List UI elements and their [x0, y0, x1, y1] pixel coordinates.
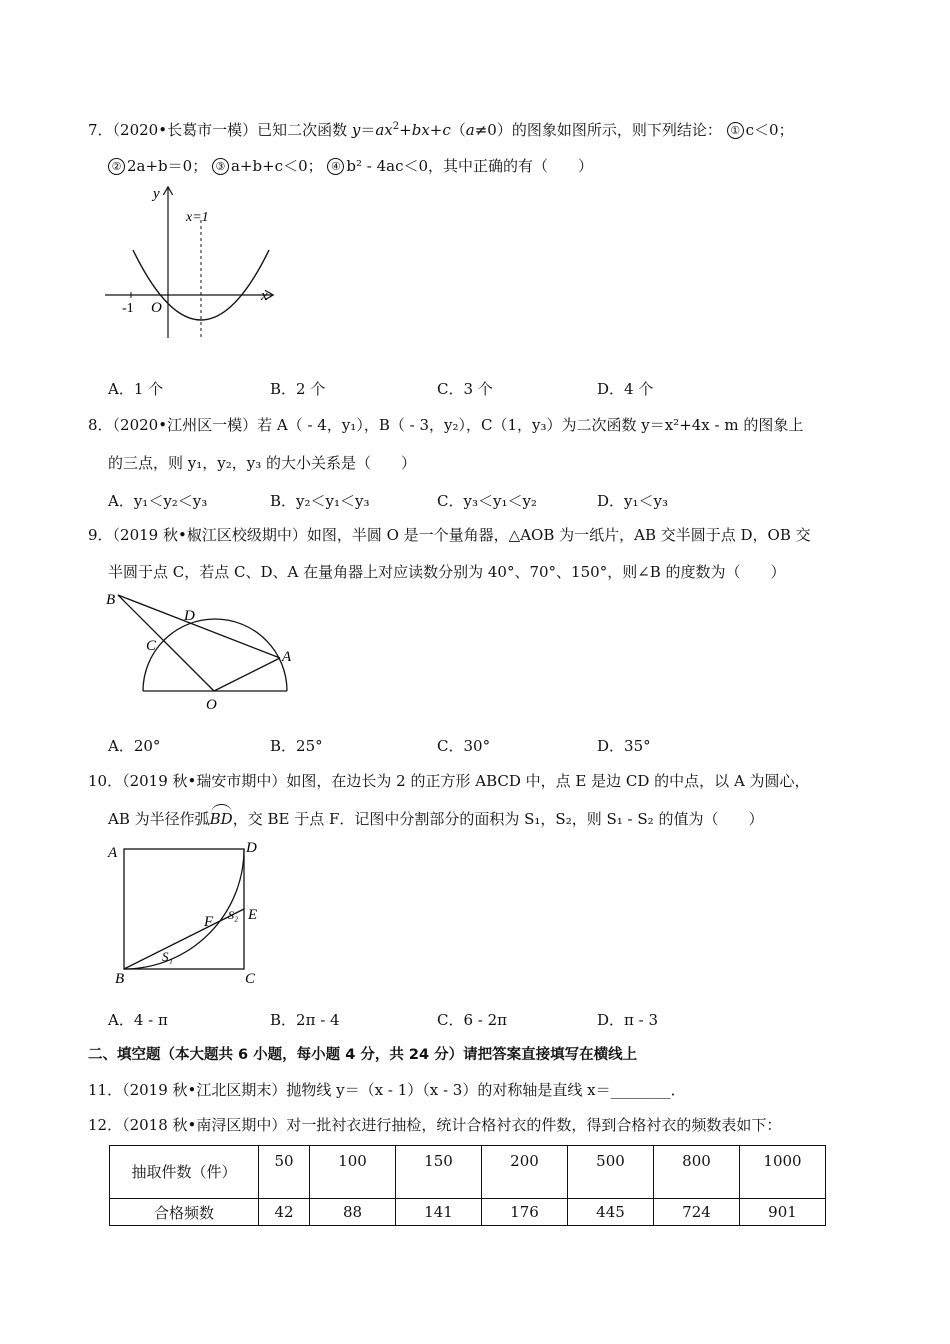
q7-line2	[108, 156, 593, 176]
q7-label-x: x	[261, 288, 268, 304]
q10-square-figure	[100, 835, 270, 995]
q11-text: 抛物线 y＝（x - 1）（x - 3）的对称轴是直线 x＝________．	[286, 1081, 686, 1099]
q10-label-f: F	[204, 914, 214, 930]
q10-label-a: A	[108, 845, 118, 861]
q7-stmt-4: b² - 4ac＜0，其中正确的有（ ）	[346, 157, 594, 175]
q8-option-d[interactable]: D．y₁＜y₃	[597, 492, 669, 510]
q9-semicircle	[143, 619, 287, 691]
q10-label-d: D	[246, 840, 257, 856]
q10-option-b[interactable]: B．2π - 4	[270, 1011, 340, 1029]
table-row	[110, 1199, 826, 1226]
table-cell: 800	[654, 1146, 740, 1199]
q9-number: 9．	[88, 526, 113, 544]
q9-segment-bo	[118, 595, 214, 691]
q10-line2	[108, 809, 763, 829]
q10-label-e: E	[248, 907, 258, 923]
q7-option-d[interactable]: D．4 个	[597, 380, 654, 398]
q9-option-d[interactable]: D．35°	[597, 737, 651, 755]
section-2-heading: 二、填空题（本大题共 6 小题，每小题 4 分，共 24 分）请把答案直接填写在横线上	[88, 1047, 638, 1063]
q10-option-a[interactable]: A．4 - π	[108, 1011, 168, 1029]
table-cell: 50	[259, 1146, 310, 1199]
q11-number: 11．	[88, 1081, 123, 1099]
q10-label-s2: S₂	[228, 908, 239, 922]
q8-source: （2020•江州区一模）	[112, 416, 258, 434]
q8-option-a[interactable]: A．y₁＜y₂＜y₃	[108, 492, 208, 510]
table-cell: 1000	[740, 1146, 826, 1199]
table-cell: 724	[654, 1199, 740, 1226]
q8-line2: 的三点，则 y₁，y₂，y₃ 的大小关系是（ ）	[108, 454, 416, 472]
q7-parabola-figure	[100, 180, 290, 340]
q10-arc-bd: BD	[209, 810, 233, 828]
q10-option-d[interactable]: D．π - 3	[597, 1011, 659, 1029]
q8-option-b[interactable]: B．y₂＜y₁＜y₃	[270, 492, 370, 510]
q10-source: （2019 秋•瑞安市期中）	[122, 772, 287, 790]
q9-label-a: A	[282, 649, 292, 665]
q9-option-a[interactable]: A．20°	[108, 737, 161, 755]
q11-line	[88, 1080, 686, 1100]
q10-line1	[88, 771, 810, 791]
q12-row2-header: 合格频数	[110, 1199, 259, 1226]
q10-text-2a: AB 为半径作弧	[108, 810, 210, 828]
q7-number: 7．	[88, 121, 113, 139]
table-cell: 141	[396, 1199, 482, 1226]
q7-label-y: y	[153, 186, 160, 202]
q7-option-c[interactable]: C．3 个	[437, 380, 493, 398]
q9-protractor-figure	[100, 588, 305, 713]
q9-segment-oa	[214, 658, 280, 691]
q7-circle-2: ②	[108, 158, 125, 175]
q9-text-1: 如图，半圆 O 是一个量角器，△AOB 为一纸片，AB 交半圆于点 D，OB 交	[306, 526, 811, 544]
q12-line	[88, 1115, 781, 1135]
q7-circle-3: ③	[212, 158, 229, 175]
table-cell: 901	[740, 1199, 826, 1226]
table-cell: 500	[568, 1146, 654, 1199]
q10-arc	[124, 849, 244, 969]
q9-line1	[88, 525, 811, 545]
table-row	[110, 1146, 826, 1199]
q9-label-o: O	[206, 697, 217, 713]
q9-label-d: D	[184, 608, 195, 624]
table-cell: 42	[259, 1199, 310, 1226]
table-cell: 150	[396, 1146, 482, 1199]
q10-square	[124, 849, 244, 969]
q10-label-s1: S₁	[162, 949, 174, 964]
q7-label-neg1: -1	[122, 301, 134, 316]
q7-stmt-3: a+b+c＜0；	[230, 157, 323, 175]
q10-label-c: C	[245, 971, 256, 987]
q8-option-c[interactable]: C．y₃＜y₁＜y₂	[437, 492, 537, 510]
q12-number: 12．	[88, 1116, 123, 1134]
q7-stmt-1: c＜0；	[745, 121, 794, 139]
q9-label-b: B	[106, 592, 116, 608]
q10-option-c[interactable]: C．6 - 2π	[437, 1011, 508, 1029]
q10-label-b: B	[115, 971, 125, 987]
q7-text-2: 的图象如图所示，则下列结论：	[511, 121, 722, 139]
q11-source: （2019 秋•江北区期末）	[122, 1081, 287, 1099]
table-cell: 88	[310, 1199, 396, 1226]
table-cell: 200	[482, 1146, 568, 1199]
table-cell: 100	[310, 1146, 396, 1199]
q12-text: 对一批衬衣进行抽检，统计合格衬衣的件数，得到合格衬衣的频数表如下：	[286, 1116, 782, 1134]
q10-text-1: 如图，在边长为 2 的正方形 ABCD 中，点 E 是边 CD 的中点，以 A 为圆心，	[286, 772, 810, 790]
q12-row1-header: 抽取件数（件）	[110, 1146, 259, 1199]
q10-number: 10．	[88, 772, 123, 790]
q9-line2: 半圆于点 C，若点 C、D、A 在量角器上对应读数分别为 40°、70°、150°，则∠B 的度数为（ ）	[108, 563, 786, 581]
table-cell: 176	[482, 1199, 568, 1226]
table-cell: 445	[568, 1199, 654, 1226]
q7-option-a[interactable]: A．1 个	[108, 380, 164, 398]
q8-text-1: 若 A（ - 4，y₁），B（ - 3，y₂），C（1，y₃）为二次函数 y＝x²+4x - m 的图象上	[257, 416, 804, 434]
q7-line1: 7．（2020•长葛市一模）已知二次函数 $y=ax^2+bx+c(a\ne 0)$的图象如图所示，则下列结论： ① c＜0；	[88, 121, 794, 139]
q9-option-b[interactable]: B．25°	[270, 737, 323, 755]
q7-label-axis: x=1	[186, 210, 209, 225]
q9-option-c[interactable]: C．30°	[437, 737, 491, 755]
q7-option-b[interactable]: B．2 个	[270, 380, 326, 398]
q10-text-2b: ，交 BE 于点 F．记图中分割部分的面积为 S₁，S₂，则 S₁ - S₂ 的值为（ ）	[232, 810, 764, 828]
q12-frequency-table	[109, 1145, 826, 1226]
q7-circle-1: ①	[727, 122, 744, 139]
q8-line1	[88, 415, 803, 435]
q12-source: （2018 秋•南浔区期中）	[122, 1116, 287, 1134]
q9-source: （2019 秋•椒江区校级期中）	[112, 526, 307, 544]
q7-text-1: 已知二次函数	[257, 121, 352, 139]
q8-number: 8．	[88, 416, 113, 434]
q7-label-origin: O	[151, 300, 162, 316]
q7-stmt-2: 2a+b＝0；	[127, 157, 208, 175]
q9-label-c: C	[146, 638, 157, 654]
q9-segment-ba	[118, 595, 280, 658]
q7-circle-4: ④	[327, 158, 344, 175]
q7-source: （2020•长葛市一模）	[112, 121, 258, 139]
q10-segment-be	[124, 909, 244, 969]
